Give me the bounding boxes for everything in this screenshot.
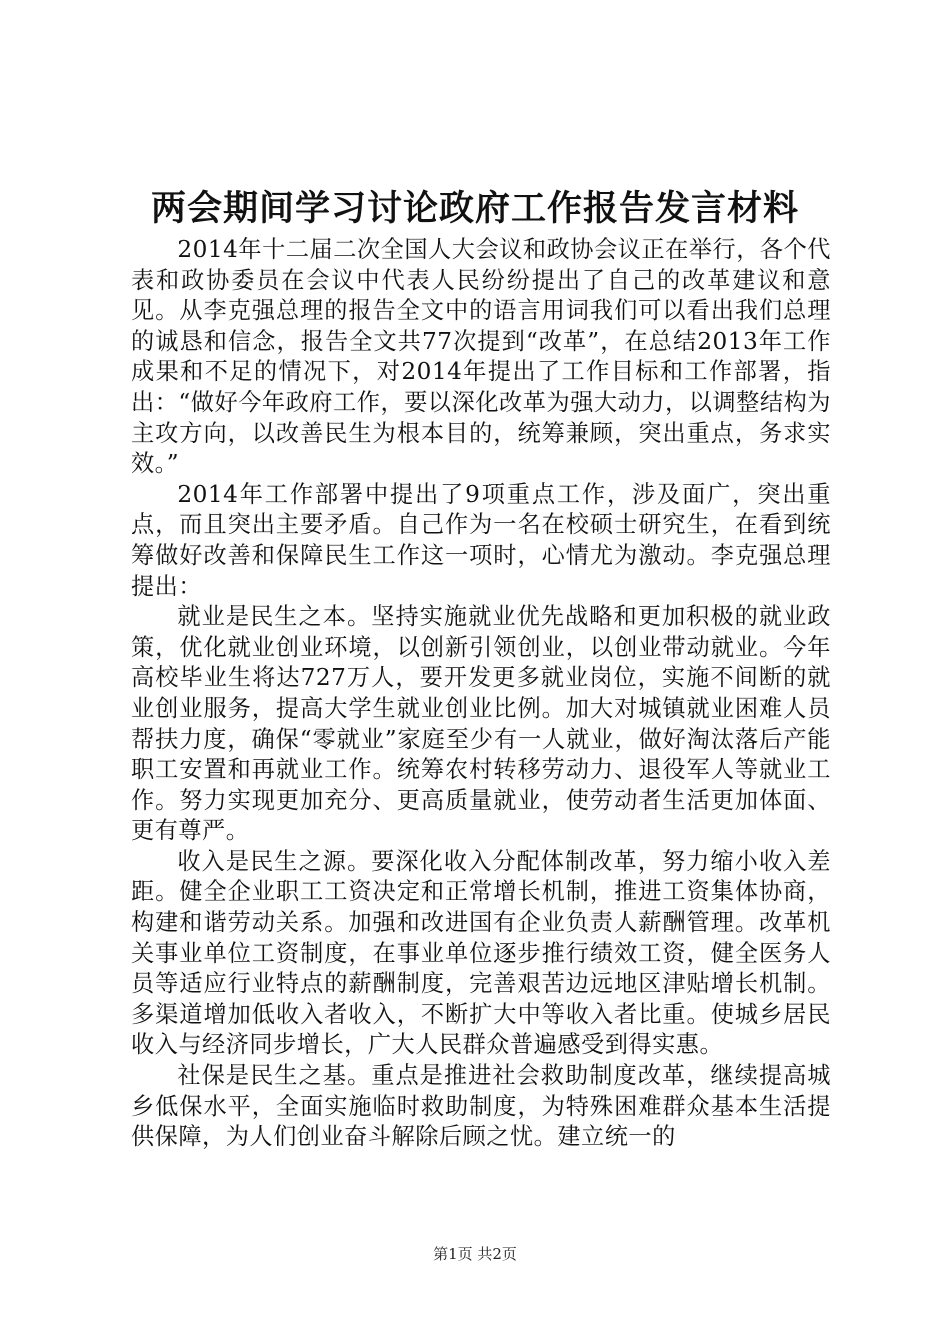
- paragraph-4: 收入是民生之源。要深化收入分配体制改革，努力缩小收入差距。健全企业职工工资决定和正常增长机制，推进工资集体协商，构建和谐劳动关系。加强和改进国有企业负责人薪酬管理。改革机关事业单位工资制度，在事业单位逐步推行绩效工资，健全医务人员等适应行业特点的薪酬制度，完善艰苦边远地区津贴增长机制。多渠道增加低收入者收入，不断扩大中等收入者比重。使城乡居民收入与经济同步增长，广大人民群众普遍感受到得实惠。: [131, 847, 831, 1059]
- page-footer: 第1页 共2页: [433, 1245, 517, 1263]
- document-title: 两会期间学习讨论政府工作报告发言材料: [150, 188, 799, 229]
- paragraph-5: 社保是民生之基。重点是推进社会救助制度改革，继续提高城乡低保水平，全面实施临时救助制度，为特殊困难群众基本生活提供保障，为人们创业奋斗解除后顾之忧。建立统一的: [131, 1062, 831, 1151]
- paragraph-3: 就业是民生之本。坚持实施就业优先战略和更加积极的就业政策，优化就业创业环境，以创新引领创业，以创业带动就业。今年高校毕业生将达727万人，要开发更多就业岗位，实施不间断的就业创业服务，提高大学生就业创业比例。加大对城镇就业困难人员帮扶力度，确保“零就业”家庭至少有一人就业，做好淘汰落后产能职工安置和再就业工作。统筹农村转移劳动力、退役军人等就业工作。努力实现更加充分、更高质量就业，使劳动者生活更加体面、更有尊严。: [131, 603, 831, 845]
- document-body: [131, 235, 831, 1153]
- paragraph-1: 2014年十二届二次全国人大会议和政协会议正在举行，各个代表和政协委员在会议中代表人民纷纷提出了自己的改革建议和意见。从李克强总理的报告全文中的语言用词我们可以看出我们总理的诚恳和信念，报告全文共77次提到“改革”，在总结2013年工作成果和不足的情况下，对2014年提出了工作目标和工作部署，指出：“做好今年政府工作，要以深化改革为强大动力，以调整结构为主攻方向，以改善民生为根本目的，统筹兼顾，突出重点，务求实效。”: [131, 236, 831, 478]
- paragraph-2: 2014年工作部署中提出了9项重点工作，涉及面广，突出重点，而且突出主要矛盾。自己作为一名在校硕士研究生，在看到统筹做好改善和保障民生工作这一项时，心情尤为激动。李克强总理提出：: [131, 480, 831, 600]
